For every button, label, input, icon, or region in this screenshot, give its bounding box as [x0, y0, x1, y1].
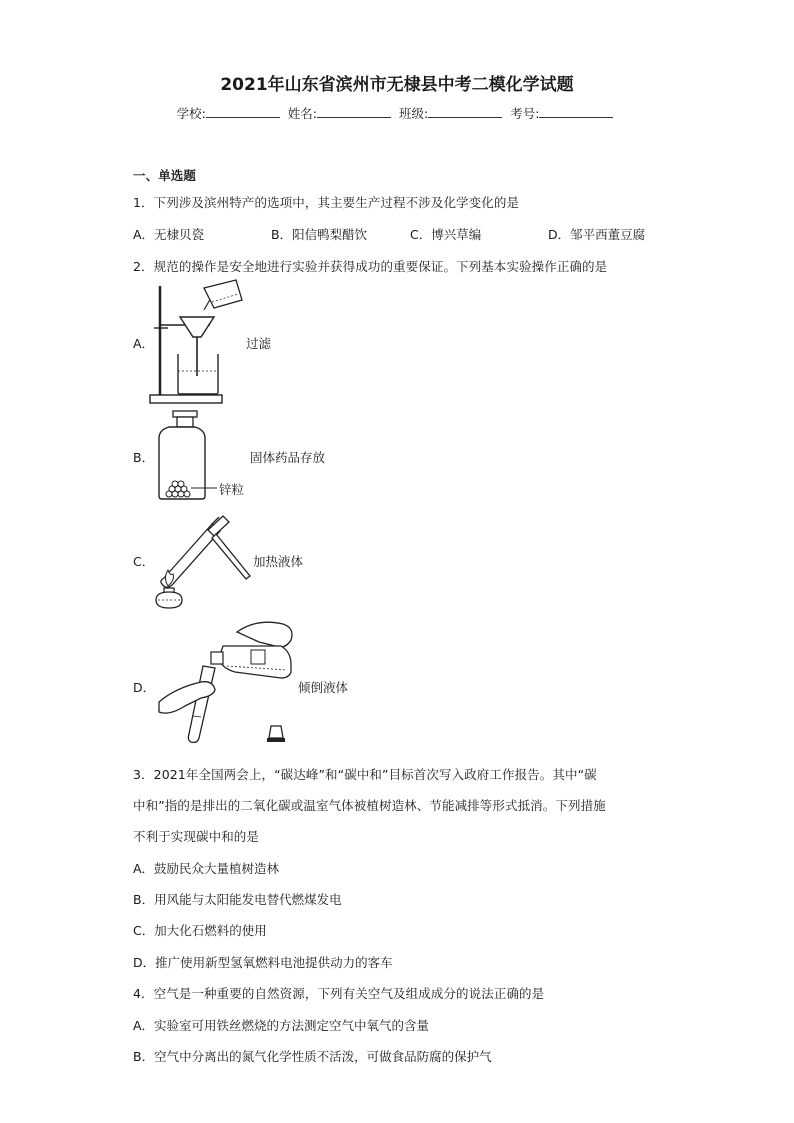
q1-option-d[interactable]: D．邹平西董豆腐: [548, 227, 646, 242]
q1-option-a[interactable]: A．无棣贝瓷: [133, 227, 205, 242]
student-info-line: [0, 104, 794, 122]
q3-option-d[interactable]: D．推广使用新型氢氧燃料电池提供动力的客车: [133, 955, 393, 970]
q1-option-c[interactable]: C．博兴草编: [410, 227, 482, 242]
number-label: 考号:: [510, 106, 540, 121]
q4-stem: 4．空气是一种重要的自然资源，下列有关空气及组成成分的说法正确的是: [133, 986, 545, 1001]
q2-option-c-caption: 加热液体: [253, 554, 304, 569]
q2-stem: 2．规范的操作是安全地进行实验并获得成功的重要保证。下列基本实验操作正确的是: [133, 259, 608, 274]
q2-option-d-caption: 倾倒液体: [298, 680, 349, 695]
exam-title: 2021年山东省滨州市无棣县中考二模化学试题: [220, 75, 574, 95]
pouring-liquid-image: [155, 616, 300, 746]
q2-option-a-caption: 过滤: [246, 336, 272, 351]
q2-option-c-letter[interactable]: C．: [133, 554, 155, 569]
q3-option-a[interactable]: A．鼓励民众大量植树造林: [133, 861, 280, 876]
section-title: 一、单选题: [133, 168, 197, 183]
q1-stem: 1．下列涉及滨州特产的选项中，其主要生产过程不涉及化学变化的是: [133, 195, 520, 210]
school-blank[interactable]: [206, 105, 280, 118]
q1-option-b[interactable]: B．阳信鸭梨醋饮: [271, 227, 368, 242]
q3-stem-line-3: 不利于实现碳中和的是: [133, 829, 260, 844]
reagent-bottle-image: [155, 410, 225, 502]
zinc-granules-label: 锌粒: [219, 482, 245, 497]
name-blank[interactable]: [317, 105, 391, 118]
number-blank[interactable]: [539, 105, 613, 118]
name-label: 姓名:: [287, 106, 317, 121]
q3-option-b[interactable]: B．用风能与太阳能发电替代燃煤发电: [133, 892, 342, 907]
heating-liquid-image: [150, 512, 255, 612]
class-blank[interactable]: [428, 105, 502, 118]
filtration-apparatus-image: [150, 276, 250, 406]
q3-option-c[interactable]: C．加大化石燃料的使用: [133, 923, 267, 938]
q2-option-a-letter[interactable]: A．: [133, 336, 155, 351]
school-label: 学校:: [176, 106, 206, 121]
q3-stem-line-2: 中和”指的是排出的二氧化碳或温室气体被植树造林、节能减排等形式抵消。下列措施: [133, 798, 606, 813]
q4-option-a[interactable]: A．实验室可用铁丝燃烧的方法测定空气中氧气的含量: [133, 1018, 430, 1033]
q3-stem-line-1: 3．2021年全国两会上，“碳达峰”和“碳中和”目标首次写入政府工作报告。其中“碳: [133, 767, 597, 782]
q2-option-d-letter[interactable]: D．: [133, 680, 156, 695]
q2-option-b-caption: 固体药品存放: [250, 450, 326, 465]
q2-option-b-letter[interactable]: B．: [133, 450, 155, 465]
class-label: 班级:: [398, 106, 429, 121]
q4-option-b[interactable]: B．空气中分离出的氮气化学性质不活泼，可做食品防腐的保护气: [133, 1049, 492, 1064]
